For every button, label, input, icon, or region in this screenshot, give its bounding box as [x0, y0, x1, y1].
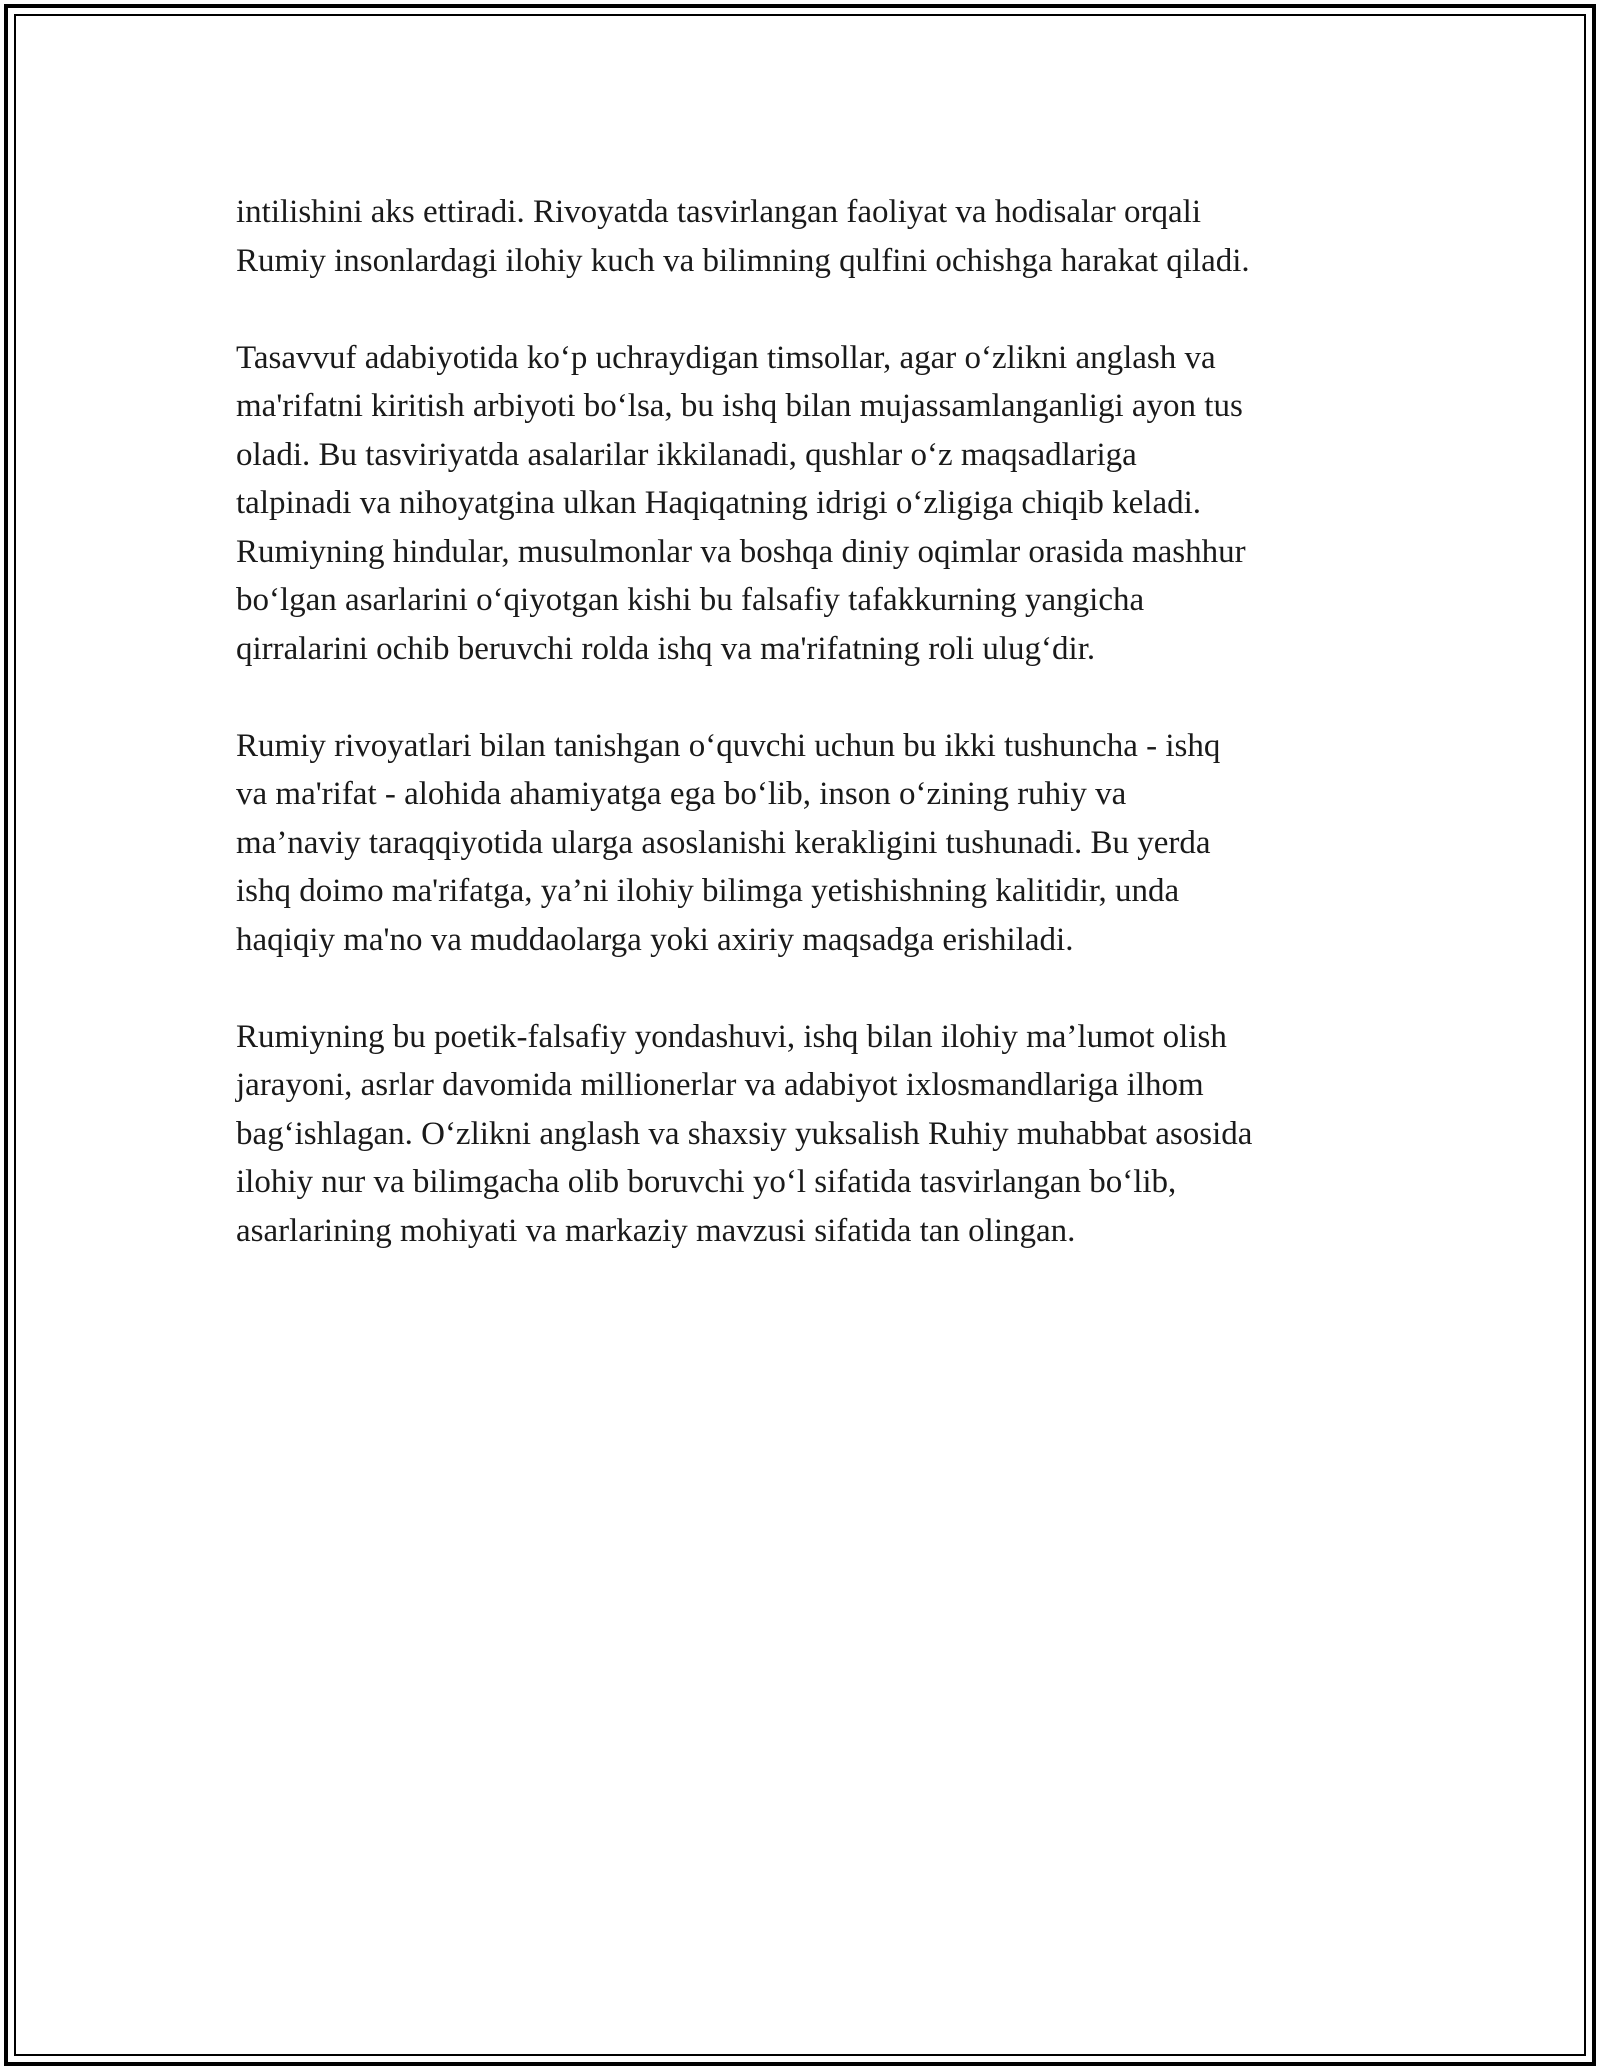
paragraph-4: [236, 1013, 1376, 1256]
text-line: Rumiy insonlardagi ilohiy kuch va bilimning qulfini ochishga harakat qiladi.: [236, 242, 1250, 279]
text-line: intilishini aks ettiradi. Rivoyatda tasvirlangan faoliyat va hodisalar orqali: [236, 194, 1202, 230]
paragraph-2: [236, 334, 1376, 674]
paragraph-1: [236, 188, 1376, 285]
text-line: ishq doimo ma'rifatga, ya’ni ilohiy bilimga yetishishning kalitidir, unda: [236, 873, 1180, 909]
text-line: Rumiyning hindular, musulmonlar va boshqa diniy oqimlar orasida mashhur: [236, 533, 1246, 570]
text-line: bo‘lgan asarlarini o‘qiyotgan kishi bu falsafiy tafakkurning yangicha: [236, 582, 1145, 618]
text-line: talpinadi va nihoyatgina ulkan Haqiqatning idrigi o‘zligiga chiqib keladi.: [236, 485, 1202, 521]
text-line: ilohiy nur va bilimgacha olib boruvchi yo‘l sifatida tasvirlangan bo‘lib,: [236, 1164, 1177, 1200]
text-line: Tasavvuf adabiyotida ko‘p uchraydigan timsollar, agar o‘zlikni anglash va: [236, 339, 1216, 376]
text-line: Rumiy rivoyatlari bilan tanishgan o‘quvchi uchun bu ikki tushuncha - ishq: [236, 727, 1221, 764]
document-body: [236, 188, 1376, 1304]
text-line: qirralarini ochib beruvchi rolda ishq va ma'rifatning roli ulug‘dir.: [236, 630, 1096, 667]
text-line: asarlarining mohiyati va markaziy mavzusi sifatida tan olingan.: [236, 1212, 1076, 1249]
paragraph-3: [236, 722, 1376, 965]
text-line: haqiqiy ma'no va muddaolarga yoki axiriy maqsadga erishiladi.: [236, 921, 1074, 958]
text-line: jarayoni, asrlar davomida millionerlar va adabiyot ixlosmandlariga ilhom: [236, 1067, 1204, 1103]
text-line: ma’naviy taraqqiyotida ularga asoslanishi kerakligini tushunadi. Bu yerda: [236, 824, 1211, 861]
text-line: ma'rifatni kiritish arbiyoti bo‘lsa, bu ishq bilan mujassamlanganligi ayon tus: [236, 388, 1243, 424]
text-line: oladi. Bu tasviriyatda asalarilar ikkilanadi, qushlar o‘z maqsadlariga: [236, 436, 1137, 473]
text-line: bag‘ishlagan. O‘zlikni anglash va shaxsiy yuksalish Ruhiy muhabbat asosida: [236, 1115, 1253, 1152]
text-line: Rumiyning bu poetik-falsafiy yondashuvi, ishq bilan ilohiy ma’lumot olish: [236, 1018, 1227, 1055]
text-line: va ma'rifat - alohida ahamiyatga ega bo‘lib, inson o‘zining ruhiy va: [236, 776, 1127, 812]
